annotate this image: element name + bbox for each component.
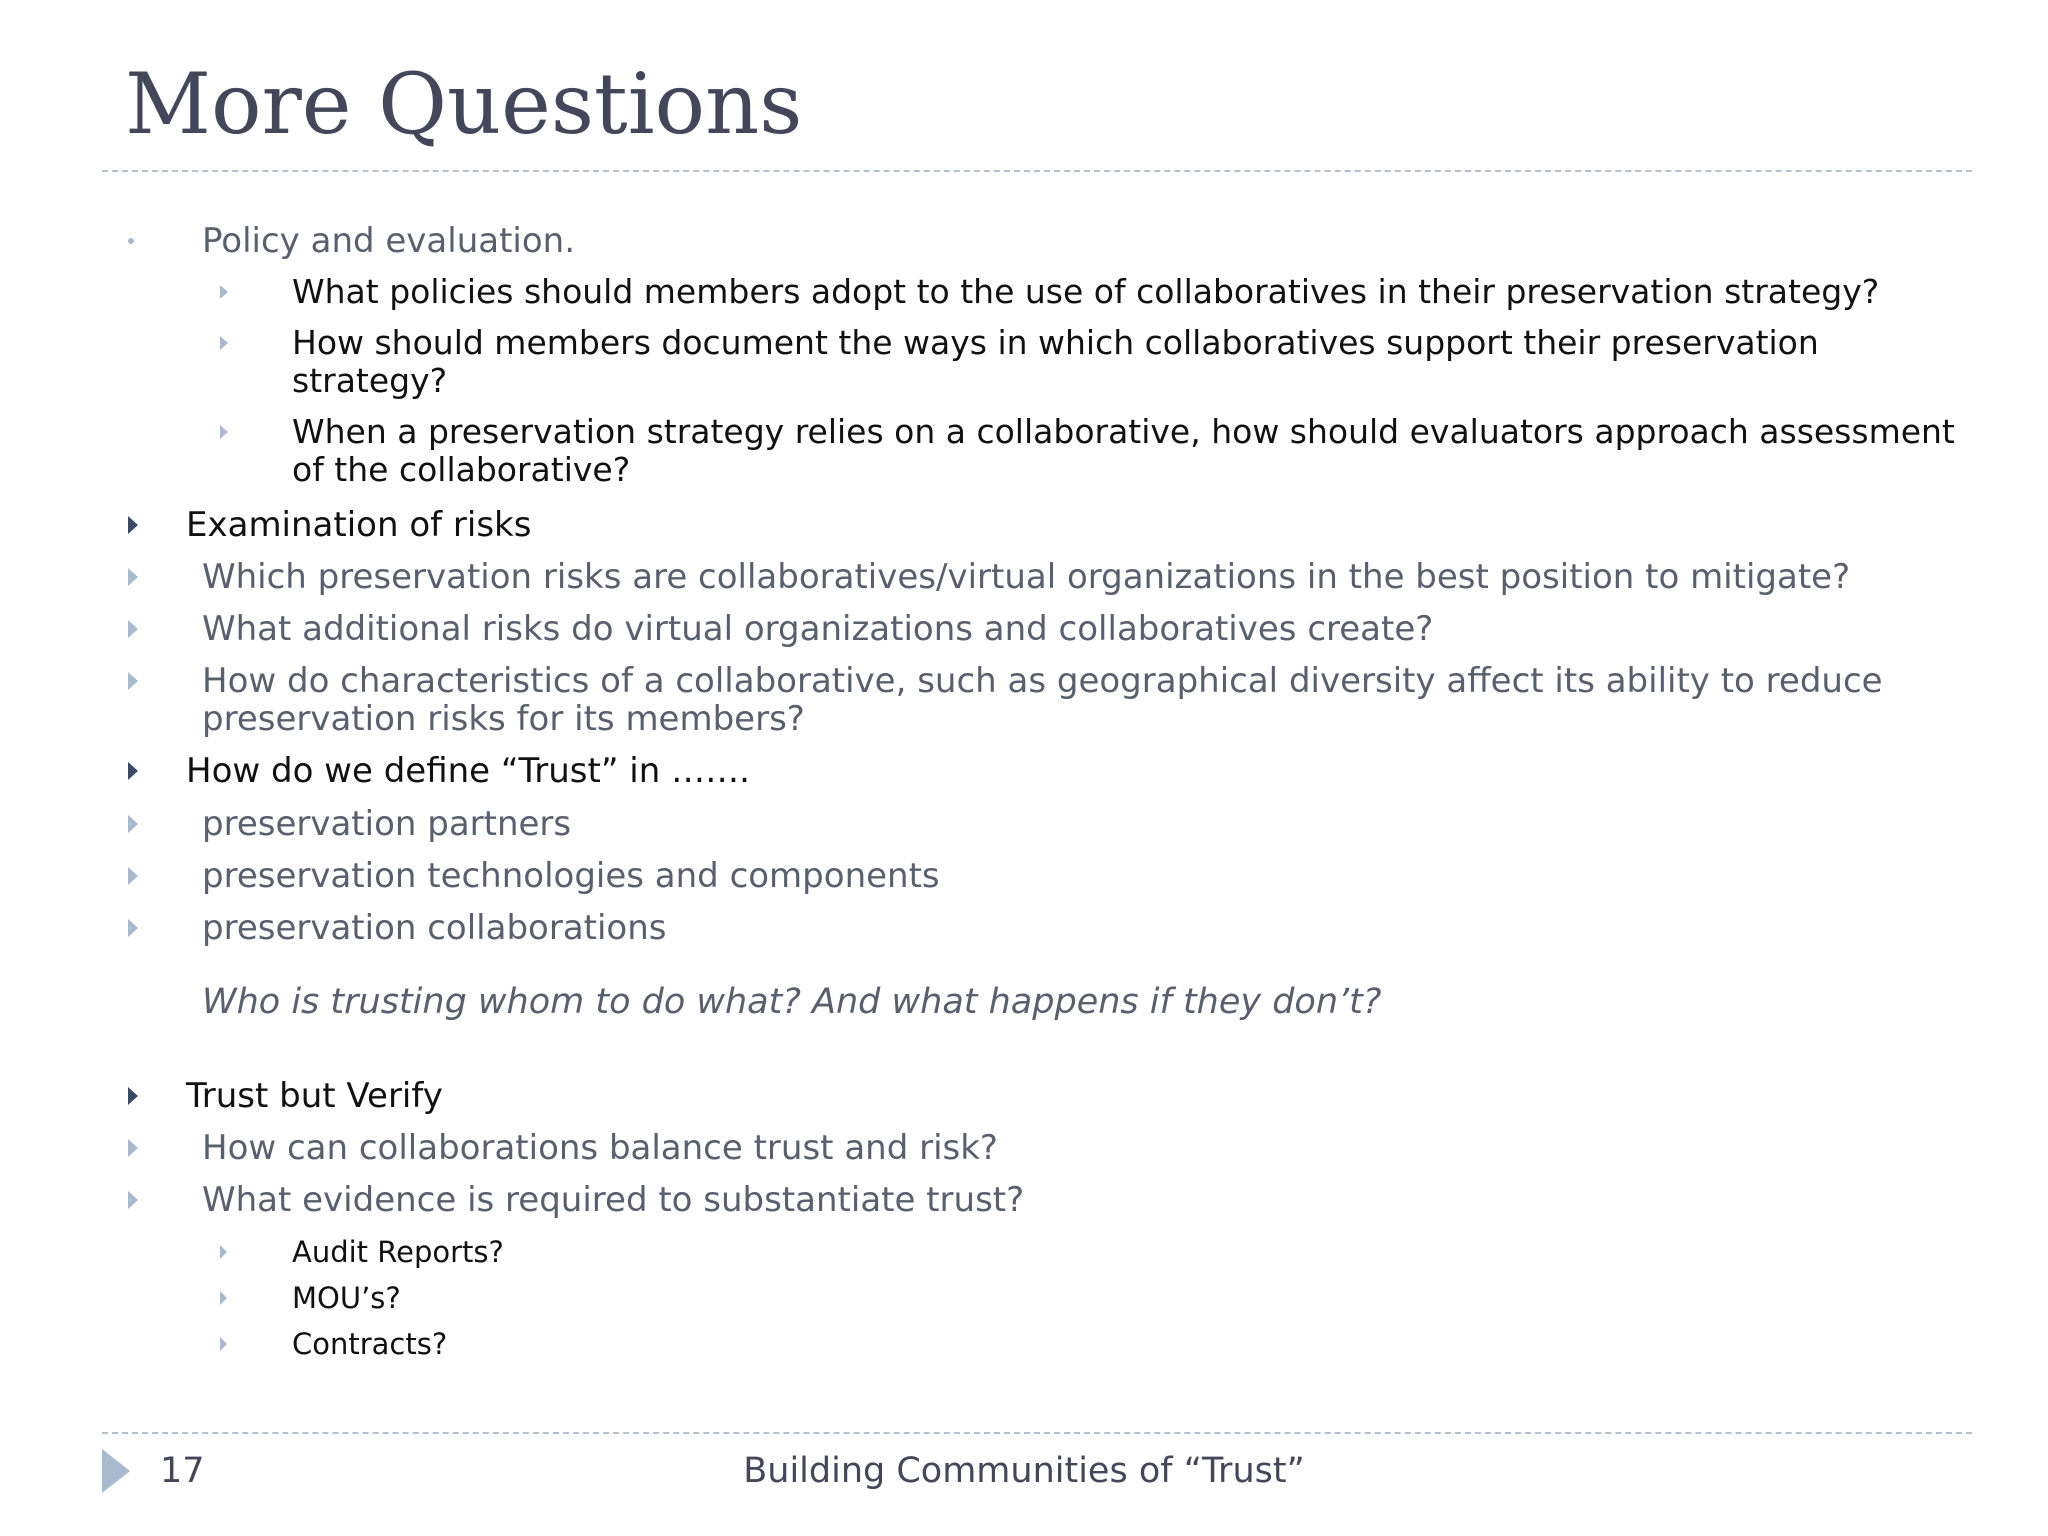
page-number: 17 [160, 1451, 205, 1491]
sub-bullet-item [218, 273, 1879, 311]
section-heading [126, 1077, 443, 1115]
bullet-item [126, 610, 1433, 648]
triangle-bullet-icon [218, 324, 238, 362]
bullet-text: How do characteristics of a collaborative, such as geographical diversity affect its ability to reduce [202, 661, 1883, 701]
triangle-bullet-icon [218, 413, 238, 451]
footer-divider [102, 1432, 1972, 1434]
trust-question-quote: Who is trusting whom to do what? And what happens if they don’t? [202, 982, 1382, 1022]
sub-bullet-item [218, 324, 1819, 400]
sub-bullet-text-continued: strategy? [292, 361, 448, 400]
sub-bullet-item [218, 1281, 401, 1315]
triangle-bullet-icon [126, 909, 146, 947]
triangle-bullet-icon [126, 662, 146, 700]
bullet-text: What additional risks do virtual organizations and collaboratives create? [202, 609, 1434, 649]
section-heading-text: How do we define “Trust” in ……. [186, 751, 750, 791]
bullet-item [126, 558, 1850, 596]
triangle-bullet-icon [218, 1235, 238, 1269]
triangle-bullet-icon [126, 558, 146, 596]
triangle-bullet-icon [126, 610, 146, 648]
sub-bullet-item [218, 1235, 504, 1269]
triangle-bullet-icon [126, 1181, 146, 1219]
triangle-bullet-icon [218, 1327, 238, 1361]
section-heading [126, 752, 750, 790]
bullet-item [128, 222, 575, 260]
triangle-bullet-icon [126, 1077, 146, 1115]
bullet-text: preservation technologies and components [202, 856, 940, 896]
triangle-bullet-icon [218, 1281, 238, 1315]
sub-bullet-item [218, 413, 1955, 489]
triangle-bullet-icon [126, 1129, 146, 1167]
sub-bullet-text: What policies should members adopt to the use of collaboratives in their preservation strategy? [292, 272, 1880, 311]
triangle-bullet-icon [126, 805, 146, 843]
sub-bullet-text-continued: of the collaborative? [292, 450, 631, 489]
sub-bullet-text: MOU’s? [292, 1281, 401, 1315]
sub-bullet-text: When a preservation strategy relies on a collaborative, how should evaluators approach assessment [292, 412, 1955, 451]
dot-bullet-icon [128, 222, 148, 260]
bullet-item [126, 1181, 1024, 1219]
bullet-text: What evidence is required to substantiate trust? [202, 1180, 1025, 1220]
bullet-text: Which preservation risks are collaboratives/virtual organizations in the best position to mitigate? [202, 557, 1851, 597]
bullet-item [126, 662, 1883, 738]
bullet-text: preservation partners [202, 804, 572, 844]
section-heading [126, 506, 531, 544]
triangle-bullet-icon [126, 857, 146, 895]
bullet-text: preservation collaborations [202, 908, 667, 948]
bullet-item [126, 805, 571, 843]
bullet-item [126, 909, 667, 947]
footer-title: Building Communities of “Trust” [743, 1451, 1305, 1491]
bullet-item [126, 857, 940, 895]
slide-title: More Questions [125, 55, 803, 153]
triangle-bullet-icon [218, 273, 238, 311]
triangle-bullet-icon [126, 752, 146, 790]
bullet-text-continued: preservation risks for its members? [202, 699, 805, 739]
bullet-text: How can collaborations balance trust and risk? [202, 1128, 998, 1168]
sub-bullet-text: Audit Reports? [292, 1235, 504, 1269]
sub-bullet-text: Contracts? [292, 1327, 448, 1361]
triangle-bullet-icon [126, 506, 146, 544]
section-heading-text: Examination of risks [186, 505, 532, 545]
bullet-item [126, 1129, 998, 1167]
bullet-text: Policy and evaluation. [202, 221, 576, 261]
sub-bullet-item [218, 1327, 447, 1361]
section-heading-text: Trust but Verify [186, 1076, 443, 1116]
sub-bullet-text: How should members document the ways in which collaboratives support their preservation [292, 323, 1819, 362]
